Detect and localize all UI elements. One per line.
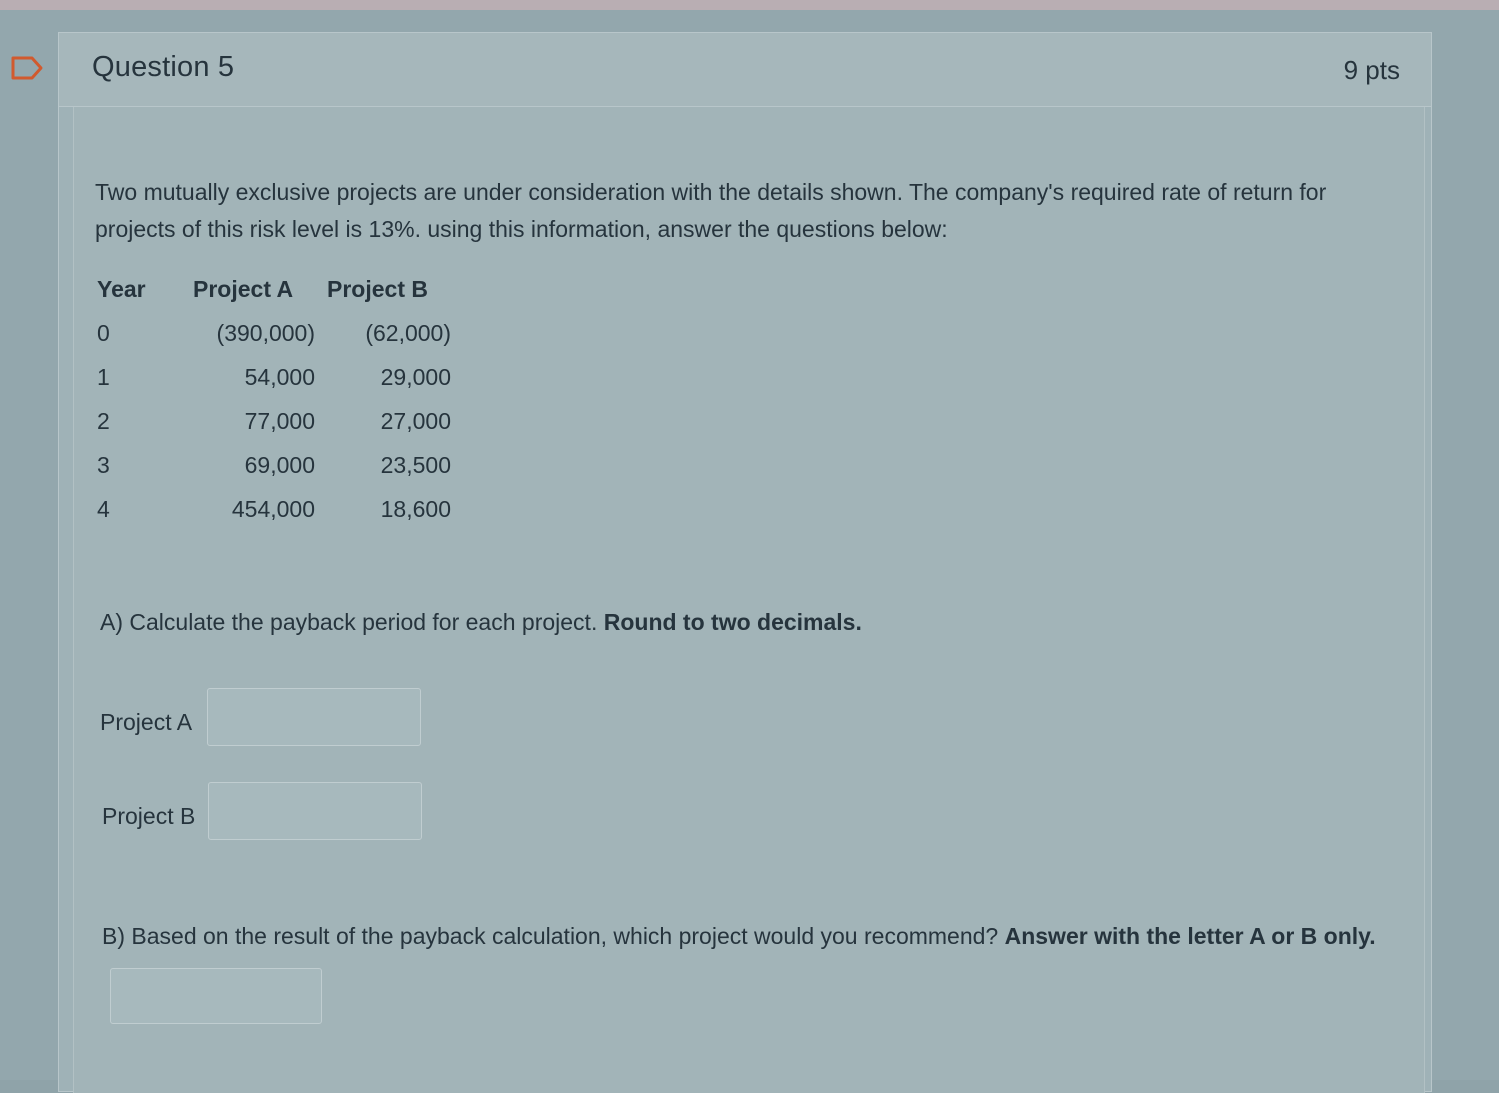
question-points: 9 pts [1343,55,1400,85]
project-b-label: Project B [102,803,196,829]
table-row [97,355,451,399]
cell-year: 4 [97,495,110,522]
browser-top-strip [0,0,1499,10]
part-a-prompt [100,609,862,636]
part-a-text: A) Calculate the payback period for each project. [100,609,598,635]
cell-project-b: 23,500 [380,451,451,478]
cell-project-b: 29,000 [380,363,451,390]
cell-year: 1 [97,363,110,390]
cell-project-b: 18,600 [380,495,451,522]
question-card [58,32,1432,1092]
question-header [59,33,1431,107]
quiz-page [0,10,1499,1080]
cell-project-a: 69,000 [244,451,315,478]
question-body [73,107,1425,1093]
cell-year: 3 [97,451,110,478]
cell-project-a: 54,000 [244,363,315,390]
column-header-year: Year [97,275,146,302]
cell-year: 2 [97,407,110,434]
bookmark-flag-icon[interactable] [10,54,44,82]
table-header-row [97,267,451,311]
project-a-label: Project A [100,709,193,735]
question-title: Question 5 [92,51,235,83]
table-row [97,311,451,355]
table-row [97,443,451,487]
column-header-project-b: Project B [327,275,428,302]
cell-year: 0 [97,319,110,346]
part-a-emphasis: Round to two decimals. [603,609,862,635]
table-row [97,487,451,531]
project-a-answer-input[interactable] [207,688,421,746]
cell-project-b: 27,000 [380,407,451,434]
cell-project-a: 454,000 [231,495,315,522]
cell-project-a: 77,000 [244,407,315,434]
table-row [97,399,451,443]
part-b-text: B) Based on the result of the payback calculation, which project would you recommend? [102,923,999,949]
recommendation-answer-input[interactable] [110,968,322,1024]
part-b-prompt [102,907,1412,1024]
question-intro: Two mutually exclusive projects are under consideration with the details shown. The company's required rate of return for projects of this risk level is 13%. using this information, answer the questions below: [95,179,1327,242]
cell-project-a: (390,000) [216,319,315,346]
project-b-answer-input[interactable] [208,782,422,840]
column-header-project-a: Project A [193,275,294,302]
part-b-emphasis: Answer with the letter A or B only. [1004,923,1376,949]
cash-flow-table [97,267,451,531]
cell-project-b: (62,000) [365,319,451,346]
